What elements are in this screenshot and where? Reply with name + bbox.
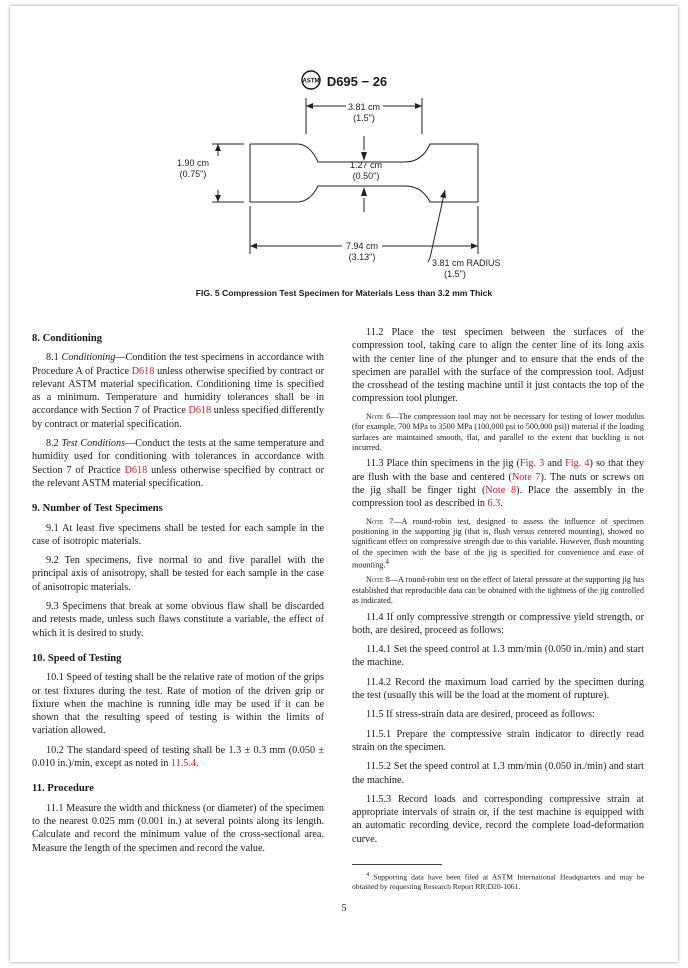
ref-note-7[interactable]: Note 7 [511,471,541,483]
section-9-title: 9. Number of Test Specimens [32,503,163,515]
note-7: Note 7—A round-robin test, designed to assess the influence of specimen positioning in the supporting jig (that is, flush versus centered mounting), showed no significant effect on compressive strength due to this variable. However, flush mounting of the specimen with the base of the jig is specified for convenience and ease of mounting.$^4$ [352,516,644,570]
para-11-4-2: 11.4.2 Record the maximum load carried by the specimen during the test (usually this will be the load at the moment of rupture). [352,676,644,702]
dim-radius: 3.81 cm RADIUS [432,258,501,268]
note-6: Note 6—The compression tool may not be necessary for testing of lower modulus (for example, 700 MPa to 3500 MPa (100,000 psi to 500,000 psi)) material if the loading surfaces are maintained smooth, flat, and parallel to the extent that buckling is not incurred. [352,411,645,452]
page-number: 5 [341,903,347,914]
section-10-title: 10. Speed of Testing [32,652,122,664]
footnote-rule [352,864,442,865]
dim-width-cm: 1.90 cm [176,158,210,168]
section-11-title: 11. Procedure [32,783,94,795]
section-8-title: 8. Conditioning [32,333,103,344]
para-11-1: 11.1 Measure the width and thickness (or diameter) of the specimen to the nearest 0.025 mm (0.001 in.) at several points along its length. Calculate and record the minimum value of the cross-sectional area. Measure the length of the specimen and record the value. [32,802,324,854]
note-8: Note 8—A round-robin test on the effect of lateral pressure at the supporting jig has established that reproducible data can be obtained with the tightness of the jig controlled as indicated. [352,575,644,606]
para-8-1: 8.1 Conditioning—Condition the test specimens in accordance with Procedure A of Practice D618 unless otherwise specified by contract or relevant ASTM material specification. Conditioning time is specified as a minimum. Temperature and humidity tolerances shall be in accordance with Section 7 of Practice D618 unless specified differently by contract or material specification. [32,352,325,430]
para-11-2: 11.2 Place the test specimen between the surfaces of the compression tool, taking care to align the center line of its long axis with the center line of the plunger and to ensure that the ends of the specimen are parallel with the surface of the compression tool. Adjust the crosshead of the testing machine until it just contacts the top of the compression tool plunger. [352,327,644,405]
svg-text:ASTM: ASTM [302,78,320,85]
dim-total-in: (3.13") [348,252,376,262]
dim-top-cm: 3.81 cm [347,102,381,112]
ref-d618[interactable]: D618 [124,464,148,476]
para-11-5-2: 11.5.2 Set the speed control at 1.3 mm/min (0.050 in./min) and start the machine. [352,761,644,786]
para-11-5-1: 11.5.1 Prepare the compressive strain indicator to directly read strain on the specimen. [352,728,644,753]
left-column [32,326,324,861]
right-column [352,326,644,898]
dim-total-cm: 7.94 cm [345,241,379,251]
para-11-5: 11.5 If stress-strain data are desired, proceed as follows: [366,709,595,721]
para-9-2: 9.2 Ten specimens, five normal to and five parallel with the principal axis of anisotropy, shall be tested for each sample in the case of anisotropic materials. [32,555,324,593]
para-11-4: 11.4 If only compressive strength or compressive yield strength, or both, are desired, proceed as follows: [352,611,644,636]
dim-neck-cm: 1.27 cm [349,160,383,170]
figure-caption: FIG. 5 Compression Test Specimen for Materials Less than 3.2 mm Thick [195,288,493,298]
para-10-2: 10.2 The standard speed of testing shall be 1.3 ± 0.3 mm (0.050 ± 0.010 in.)/min, except as noted in 11.5.4. [32,744,324,770]
ref-fig-4[interactable]: Fig. 4 [565,458,590,470]
ref-11-5-4[interactable]: 11.5.4 [170,758,197,770]
specimen-figure [0,0,688,300]
ref-d618[interactable]: D618 [131,365,155,377]
ref-note-8[interactable]: Note 8 [485,485,517,496]
dim-radius-in: (1.5") [444,269,466,279]
para-11-4-1: 11.4.1 Set the speed control at 1.3 mm/min (0.050 in./min) and start the machine. [352,644,644,669]
designation: D695 − 26 [326,74,388,89]
dim-width-in: (0.75") [179,169,207,179]
footnote-4: $^4$ Supporting data have been filed at ASTM International Headquarters and may be obtained by requesting Research Report RR:D20-1061. [352,871,644,892]
ref-d618[interactable]: D618 [188,405,212,417]
para-10-1: 10.1 Speed of testing shall be the relative rate of motion of the grips or test fixtures during the test. Rate of motion of the driven grip or fixture when the machine is running idle may be used if it can be shown that the resulting speed of testing is within the limits of variation allowed. [32,672,324,737]
para-11-3: 11.3 Place thin specimens in the jig (Fig. 3 and Fig. 4) so that they are flush with the base and centered (Note 7). The nuts or screws on the jig shall be finger tight (Note 8). Place the assembly in the compression tool as described in 6.3. [352,458,644,510]
dim-neck-in: (0.50") [352,171,380,181]
para-9-3: 9.3 Specimens that break at some obvious flaw shall be discarded and retests made, unless such flaws constitute a variable, the effect of which it is desired to study. [32,601,324,639]
dim-top-in: (1.5") [353,113,375,123]
para-8-2: 8.2 Test Conditions—Conduct the tests at the same temperature and humidity used for conditioning with tolerances in accordance with Section 7 of Practice D618 unless otherwise specified by contract or the relevant ASTM material specification. [32,438,324,489]
para-9-1: 9.1 At least five specimens shall be tested for each sample in the case of isotropic materials. [32,522,324,547]
ref-6-3[interactable]: 6.3 [487,498,501,510]
ref-fig-3[interactable]: Fig. 3 [519,458,545,470]
para-11-5-3: 11.5.3 Record loads and corresponding compressive strain at appropriate intervals of strain or, if the test machine is equipped with an automatic recording device, record the complete load-deformation curve. [352,793,644,845]
